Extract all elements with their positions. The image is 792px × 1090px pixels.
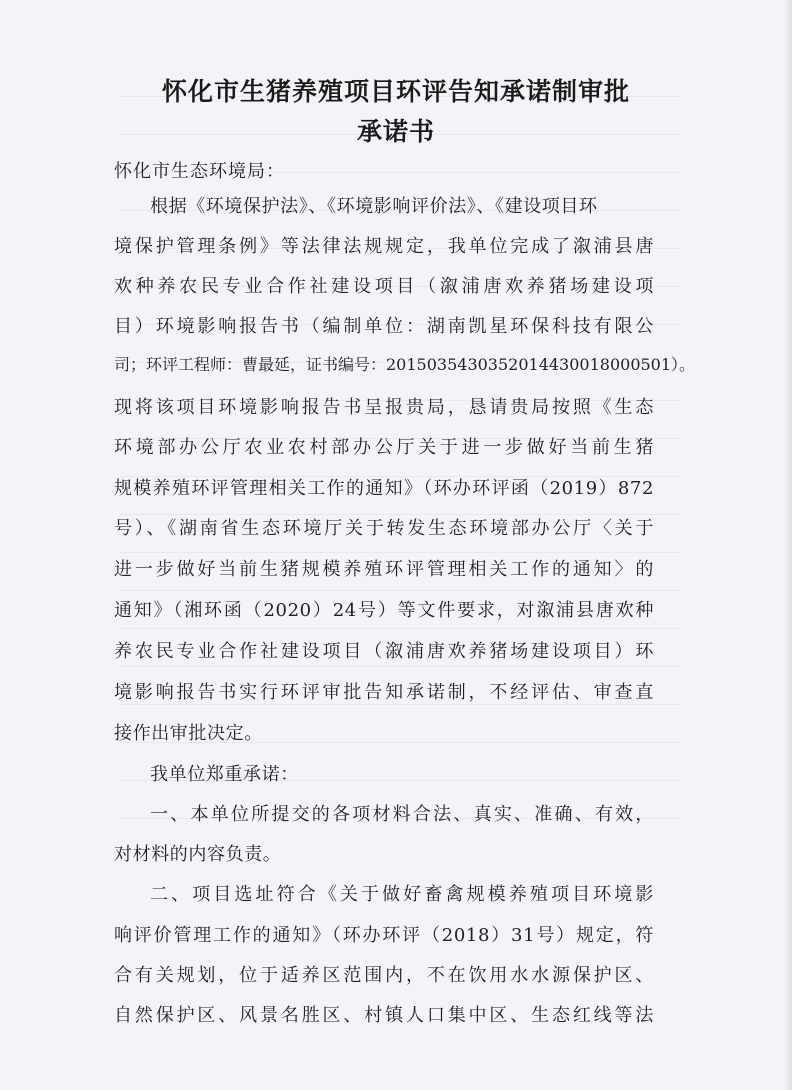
- body-line-1: 根据《环境保护法》、《环境影响评价法》、《建设项目环: [150, 196, 598, 217]
- body-line-13: 境影响报告书实行环评审批告知承诺制，不经评估、审查直: [114, 682, 654, 703]
- salutation: 怀化市生态环境局：: [114, 161, 285, 182]
- body-line-6: 现将该项目环境影响报告书呈报贵局，恳请贵局按照《生态: [114, 397, 654, 418]
- commitment-2-line-4: 自然保护区、风景名胜区、村镇人口集中区、生态红线等法: [114, 1005, 654, 1026]
- body-line-5: 司；环评工程师：曹最延，证书编号：2015035430352014430018000501）。: [114, 355, 696, 374]
- document-title-line2: 承诺书: [356, 117, 435, 146]
- body-line-12: 养农民专业合作社建设项目（溆浦唐欢养猪场建设项目）环: [114, 641, 654, 662]
- commitment-heading: 我单位郑重承诺：: [150, 764, 299, 785]
- body-line-3: 欢种养农民专业合作社建设项目（溆浦唐欢养猪场建设项: [114, 276, 654, 297]
- commitment-2-line-1: 二、项目选址符合《关于做好畜禽规模养殖项目环境影: [150, 884, 654, 905]
- body-line-8: 规模养殖环评管理相关工作的通知》（环办环评函（2019）872: [114, 478, 654, 499]
- body-line-14: 接作出审批决定。: [114, 723, 263, 744]
- body-line-11: 通知》（湘环函（2020）24号）等文件要求，对溆浦县唐欢种: [114, 600, 654, 621]
- page-edge-shadow: [784, 0, 792, 1090]
- body-line-7: 环境部办公厅农业农村部办公厅关于进一步做好当前生猪: [114, 437, 654, 458]
- commitment-2-line-2: 响评价管理工作的通知》（环办环评（2018）31号）规定，符: [114, 925, 654, 946]
- body-line-4: 目）环境影响报告书（编制单位：湖南凯星环保科技有限公: [114, 316, 654, 337]
- body-line-9: 号）、《湖南省生态环境厅关于转发生态环境部办公厅〈关于: [114, 518, 654, 539]
- commitment-2-line-3: 合有关规划，位于适养区范围内，不在饮用水水源保护区、: [114, 965, 654, 986]
- commitment-1-line-1: 一、本单位所提交的各项材料合法、真实、准确、有效，: [150, 804, 654, 825]
- body-line-10: 进一步做好当前生猪规模养殖环评管理相关工作的通知〉的: [114, 559, 654, 580]
- body-line-2: 境保护管理条例》等法律法规规定，我单位完成了溆浦县唐: [114, 236, 654, 257]
- commitment-1-line-2: 对材料的内容负责。: [114, 844, 282, 865]
- document-title-line1: 怀化市生猪养殖项目环评告知承诺制审批: [161, 77, 630, 106]
